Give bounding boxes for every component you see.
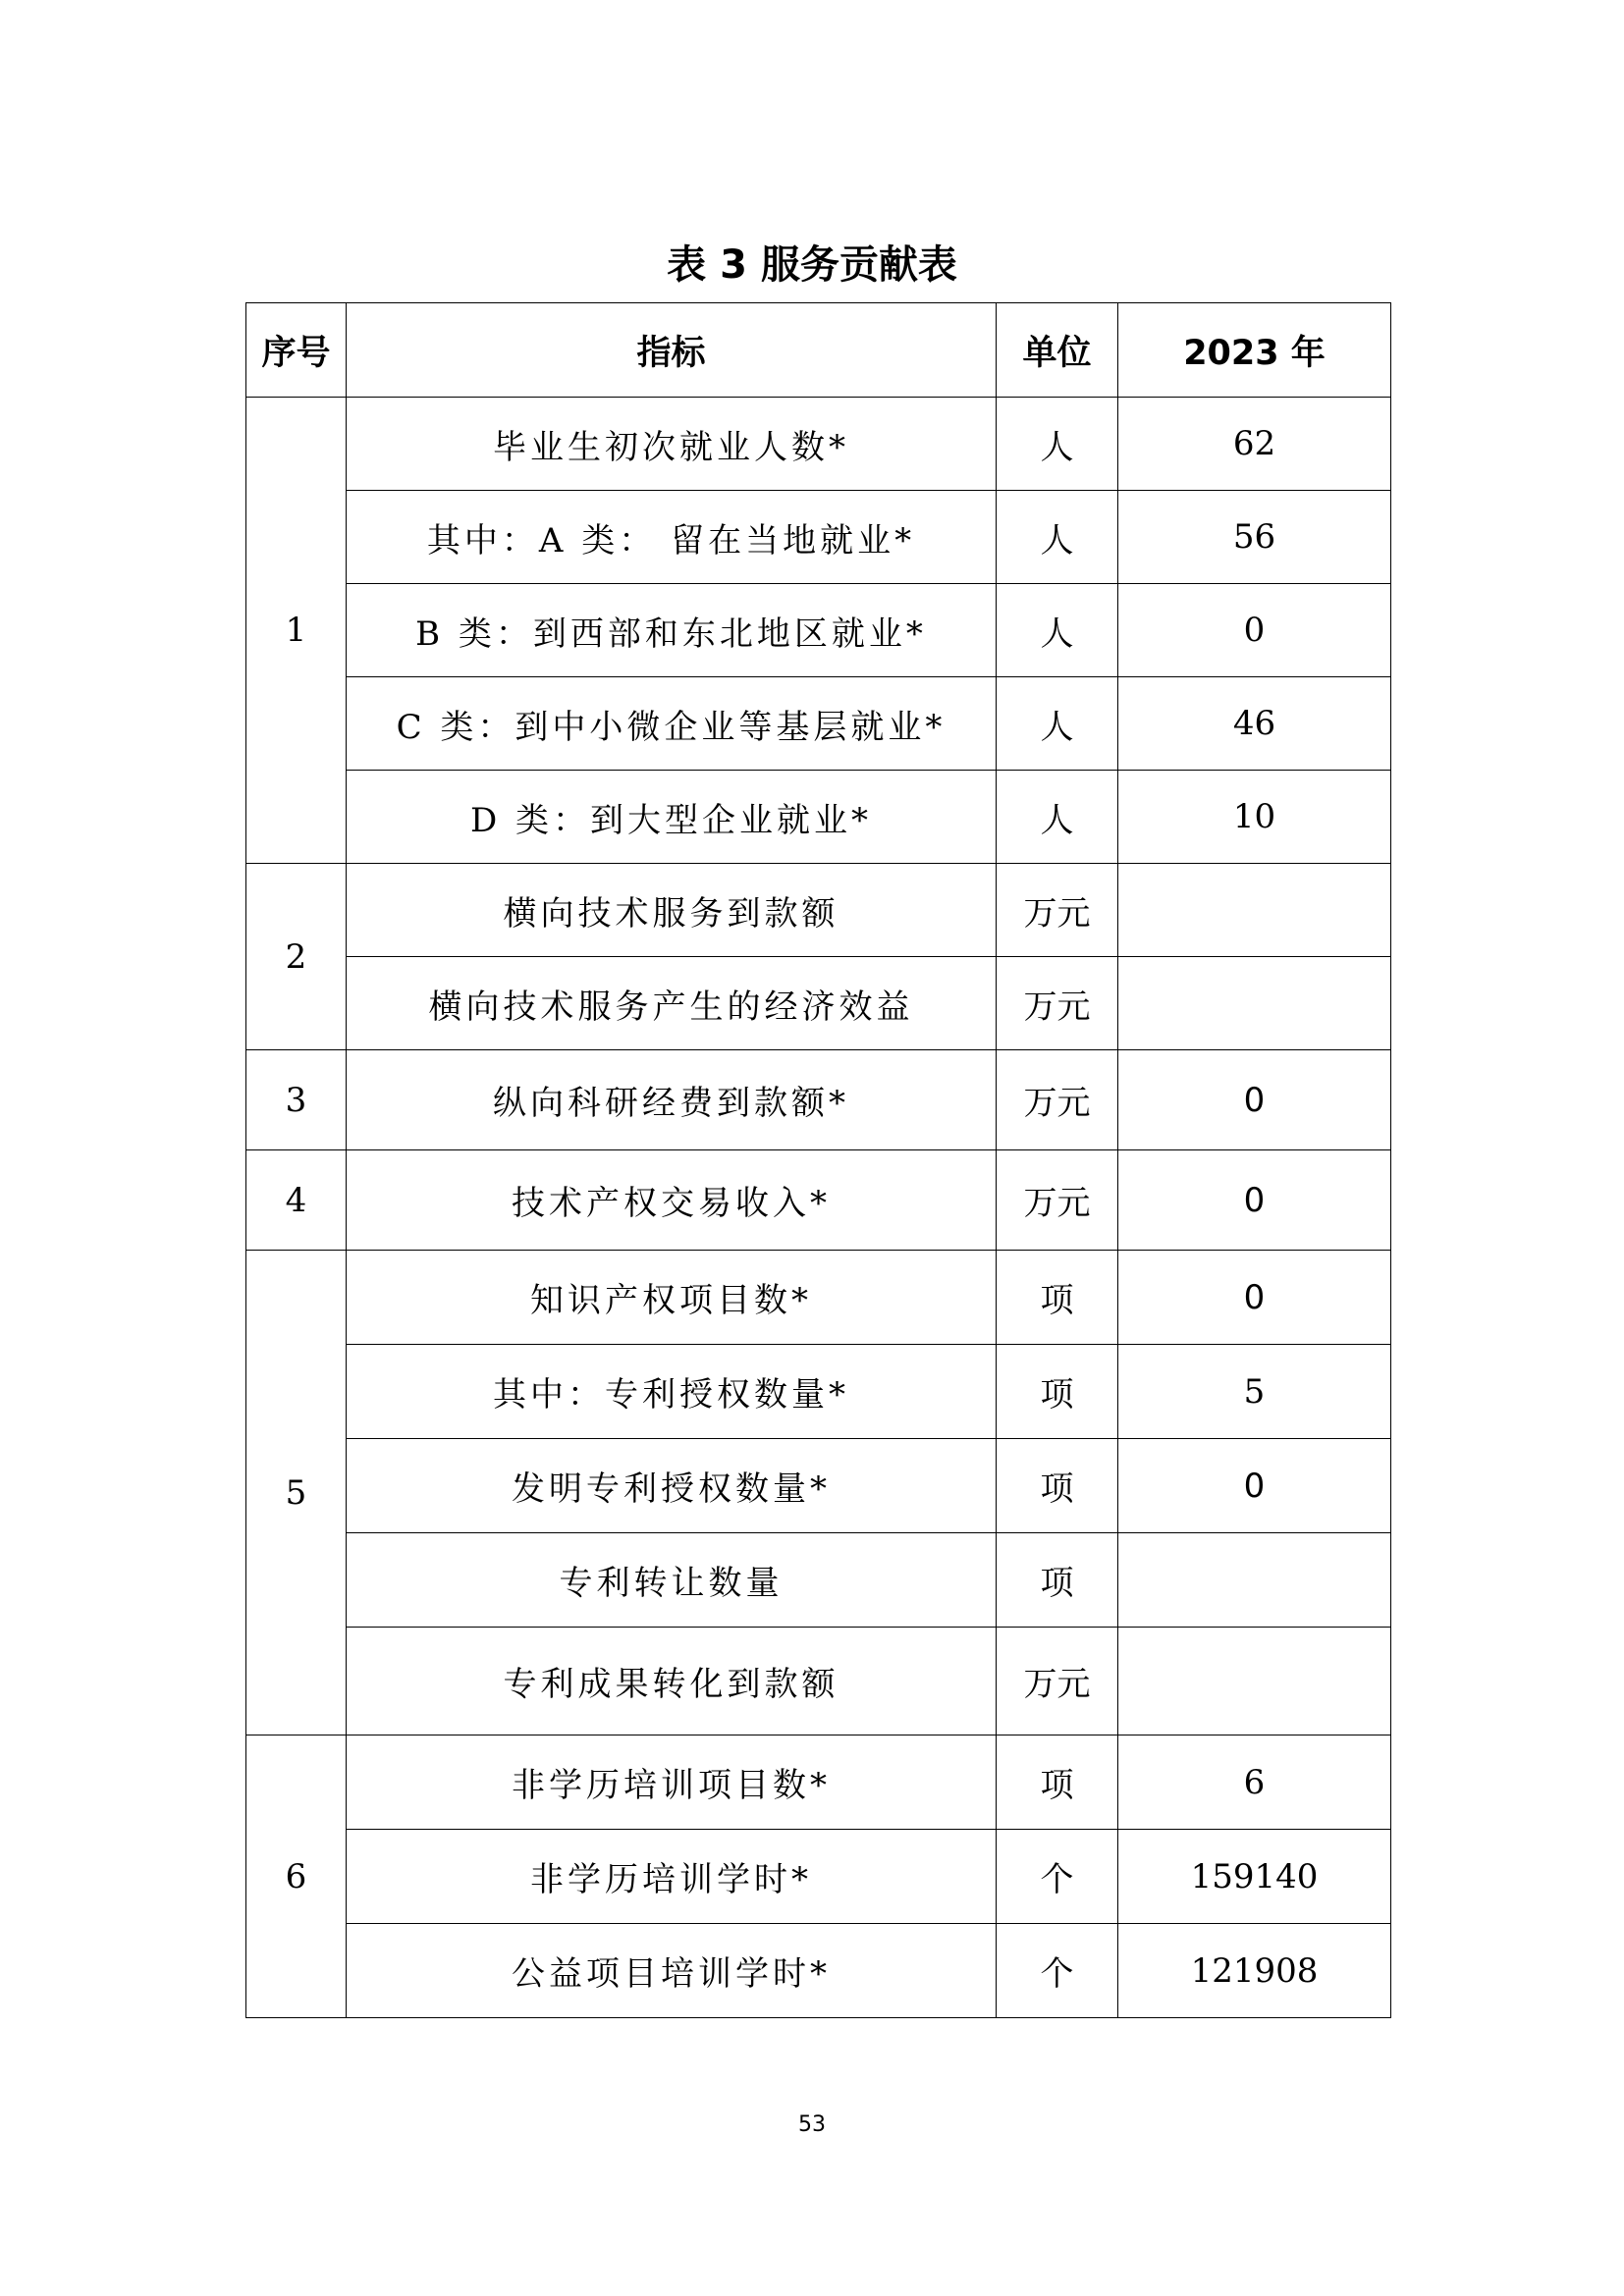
- indicator-cell: 纵向科研经费到款额*: [347, 1050, 997, 1150]
- value-cell: 62: [1118, 398, 1391, 491]
- unit-cell: 人: [997, 677, 1118, 771]
- indicator-cell: 非学历培训学时*: [347, 1830, 997, 1924]
- indicator-cell: 技术产权交易收入*: [347, 1150, 997, 1251]
- value-cell: [1118, 1533, 1391, 1628]
- unit-cell: 人: [997, 491, 1118, 584]
- header-year: 2023 年: [1118, 303, 1391, 398]
- unit-cell: 项: [997, 1251, 1118, 1345]
- seq-cell: 3: [246, 1050, 347, 1150]
- table-row: [246, 1533, 1391, 1628]
- table-row: [246, 957, 1391, 1050]
- value-cell: 0: [1118, 1050, 1391, 1150]
- unit-cell: 万元: [997, 957, 1118, 1050]
- seq-cell: 1: [246, 398, 347, 864]
- table-row: [246, 584, 1391, 677]
- table-row: [246, 398, 1391, 491]
- table-row: [246, 771, 1391, 864]
- indicator-cell: 其中：专利授权数量*: [347, 1345, 997, 1439]
- value-cell: 121908: [1118, 1924, 1391, 2018]
- indicator-cell: D 类：到大型企业就业*: [347, 771, 997, 864]
- unit-cell: 人: [997, 398, 1118, 491]
- unit-cell: 万元: [997, 1050, 1118, 1150]
- table-row: [246, 1251, 1391, 1345]
- indicator-cell: 专利成果转化到款额: [347, 1628, 997, 1735]
- indicator-cell: 非学历培训项目数*: [347, 1735, 997, 1830]
- indicator-cell: 专利转让数量: [347, 1533, 997, 1628]
- indicator-cell: C 类：到中小微企业等基层就业*: [347, 677, 997, 771]
- header-indicator: 指标: [347, 303, 997, 398]
- table-row: [246, 1150, 1391, 1251]
- service-contribution-table: [245, 302, 1391, 2018]
- indicator-cell: 横向技术服务到款额: [347, 864, 997, 957]
- table-row: [246, 1628, 1391, 1735]
- seq-cell: 6: [246, 1735, 347, 2018]
- seq-cell: 4: [246, 1150, 347, 1251]
- seq-cell: 5: [246, 1251, 347, 1735]
- indicator-cell: 毕业生初次就业人数*: [347, 398, 997, 491]
- value-cell: 56: [1118, 491, 1391, 584]
- value-cell: 10: [1118, 771, 1391, 864]
- table-row: [246, 1439, 1391, 1533]
- table-row: [246, 864, 1391, 957]
- table-row: [246, 1050, 1391, 1150]
- value-cell: 0: [1118, 1439, 1391, 1533]
- unit-cell: 个: [997, 1924, 1118, 2018]
- table-row: [246, 1830, 1391, 1924]
- value-cell: 6: [1118, 1735, 1391, 1830]
- table-title: 表 3 服务贡献表: [667, 242, 957, 288]
- table-row: [246, 1735, 1391, 1830]
- unit-cell: 项: [997, 1345, 1118, 1439]
- value-cell: 0: [1118, 1150, 1391, 1251]
- unit-cell: 个: [997, 1830, 1118, 1924]
- table-row: [246, 677, 1391, 771]
- value-cell: [1118, 864, 1391, 957]
- unit-cell: 万元: [997, 1628, 1118, 1735]
- header-unit: 单位: [997, 303, 1118, 398]
- indicator-cell: 知识产权项目数*: [347, 1251, 997, 1345]
- unit-cell: 项: [997, 1533, 1118, 1628]
- indicator-cell: 横向技术服务产生的经济效益: [347, 957, 997, 1050]
- indicator-cell: 公益项目培训学时*: [347, 1924, 997, 2018]
- unit-cell: 万元: [997, 1150, 1118, 1251]
- unit-cell: 项: [997, 1735, 1118, 1830]
- indicator-cell: 其中：A 类： 留在当地就业*: [347, 491, 997, 584]
- table-row: [246, 1345, 1391, 1439]
- unit-cell: 人: [997, 771, 1118, 864]
- unit-cell: 项: [997, 1439, 1118, 1533]
- value-cell: 0: [1118, 1251, 1391, 1345]
- value-cell: 0: [1118, 584, 1391, 677]
- indicator-cell: B 类：到西部和东北地区就业*: [347, 584, 997, 677]
- indicator-cell: 发明专利授权数量*: [347, 1439, 997, 1533]
- table-row: [246, 491, 1391, 584]
- page-number: 53: [798, 2112, 826, 2137]
- unit-cell: 人: [997, 584, 1118, 677]
- header-seq: 序号: [246, 303, 347, 398]
- value-cell: 159140: [1118, 1830, 1391, 1924]
- table-header-row: [246, 303, 1391, 398]
- value-cell: [1118, 957, 1391, 1050]
- value-cell: [1118, 1628, 1391, 1735]
- seq-cell: 2: [246, 864, 347, 1050]
- value-cell: 5: [1118, 1345, 1391, 1439]
- value-cell: 46: [1118, 677, 1391, 771]
- table-row: [246, 1924, 1391, 2018]
- unit-cell: 万元: [997, 864, 1118, 957]
